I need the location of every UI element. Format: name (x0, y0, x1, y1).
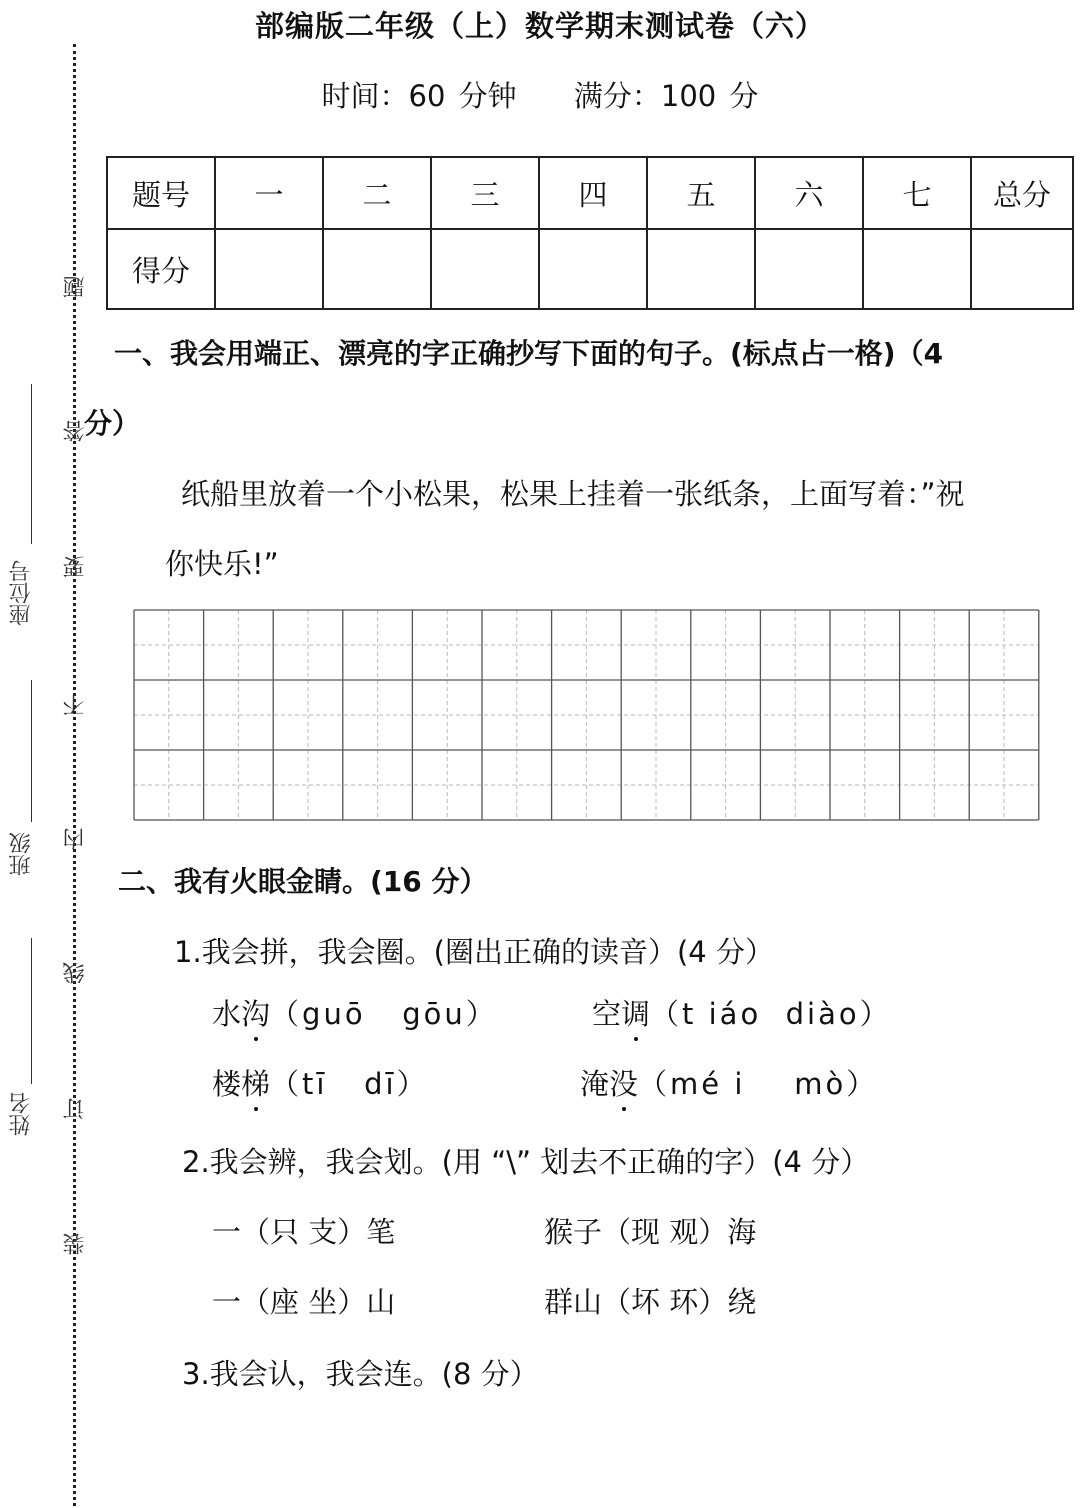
q2-item[interactable]: 一（座 坐）山 (212, 1285, 396, 1319)
section1-heading-line2: 分） (84, 407, 141, 440)
emphasis-dot-char: 沟 (241, 992, 270, 1033)
score-row-label: 得分 (107, 229, 215, 309)
score-blank-cell[interactable] (431, 229, 539, 309)
section2-heading: 二、我有火眼金睛。(16 分） (118, 865, 488, 898)
score-table (106, 156, 1074, 310)
score-table-cell: 二 (323, 157, 431, 229)
emphasis-dot-char: 梯 (241, 1062, 270, 1103)
score-blank-cell[interactable] (755, 229, 863, 309)
writing-grid-svg[interactable] (133, 609, 1041, 823)
score-table-header-row (107, 157, 1073, 229)
score-blank-cell[interactable] (971, 229, 1073, 309)
q2-item[interactable]: 群山（坏 环）绕 (544, 1285, 757, 1319)
margin-label-yao: 要 (63, 556, 88, 578)
name-label: 姓名 (9, 1092, 34, 1136)
q2-item[interactable]: 猴子（现 观）海 (544, 1215, 757, 1249)
score-table-cell: 题号 (107, 157, 215, 229)
q2-title: 2.我会辨，我会划。(用 “\” 划去不正确的字）(4 分） (182, 1145, 870, 1179)
score-blank-cell[interactable] (215, 229, 323, 309)
name-fill-line (31, 938, 32, 1084)
q1-item-word: 楼梯 (212, 1067, 270, 1101)
q1-item-options[interactable]: （mé i mò） (638, 1067, 879, 1101)
score-table-cell: 三 (431, 157, 539, 229)
copy-sentence-line1: 纸船里放着一个小松果，松果上挂着一张纸条，上面写着：”祝 (181, 477, 965, 511)
score-table-cell: 四 (539, 157, 647, 229)
score-blank-cell[interactable] (647, 229, 755, 309)
copy-sentence-line2: 你快乐!” (165, 547, 279, 581)
exam-time: 时间：60 分钟 (321, 79, 517, 113)
score-table-cell: 总分 (971, 157, 1073, 229)
emphasis-dot-char: 没 (609, 1062, 638, 1103)
score-blank-cell[interactable] (323, 229, 431, 309)
score-table-cell: 六 (755, 157, 863, 229)
q1-item-word: 空调 (592, 997, 650, 1031)
margin-label-bu: 不 (63, 694, 88, 716)
score-table-cell: 一 (215, 157, 323, 229)
q1-item-3 (212, 1062, 429, 1103)
q1-item-2 (592, 992, 892, 1033)
seat-number-label: 座位号 (9, 560, 34, 626)
seat-number-fill-line (31, 384, 32, 544)
q1-item-1 (212, 992, 498, 1033)
score-blank-cell[interactable] (863, 229, 971, 309)
q1-item-word: 水沟 (212, 997, 270, 1031)
margin-label-nei: 内 (63, 828, 88, 850)
emphasis-dot-char: 调 (621, 992, 650, 1033)
class-label: 班级 (9, 832, 34, 876)
q1-item-word: 淹没 (580, 1067, 638, 1101)
margin-label-xian: 线 (63, 962, 88, 984)
writing-grid[interactable] (133, 609, 1041, 827)
q1-title: 1.我会拼，我会圈。(圈出正确的读音）(4 分） (174, 935, 774, 969)
q3-title: 3.我会认，我会连。(8 分） (182, 1357, 539, 1391)
score-blank-cell[interactable] (539, 229, 647, 309)
q1-item-options[interactable]: （t iáo diào） (650, 997, 892, 1031)
binding-dotted-line (73, 44, 76, 1506)
exam-info (0, 74, 1080, 115)
q1-item-4 (580, 1062, 878, 1103)
score-table-cell: 五 (647, 157, 755, 229)
margin-label-da: 答 (63, 420, 88, 442)
q1-item-options[interactable]: （tī dī） (270, 1067, 429, 1101)
margin-label-zhuang: 装 (63, 1233, 88, 1255)
q2-item[interactable]: 一（只 支）笔 (212, 1215, 396, 1249)
section1-heading-line1: 一、我会用端正、漂亮的字正确抄写下面的句子。(标点占一格)（4 (114, 337, 944, 370)
exam-title: 部编版二年级（上）数学期末测试卷（六） (254, 9, 825, 43)
exam-full-score: 满分：100 分 (573, 79, 759, 113)
q1-item-options[interactable]: （guō gōu） (270, 997, 498, 1031)
score-table-score-row (107, 229, 1073, 309)
margin-label-ti: 题 (63, 276, 88, 298)
class-fill-line (31, 680, 32, 822)
margin-label-ding: 订 (63, 1098, 88, 1120)
score-table-cell: 七 (863, 157, 971, 229)
